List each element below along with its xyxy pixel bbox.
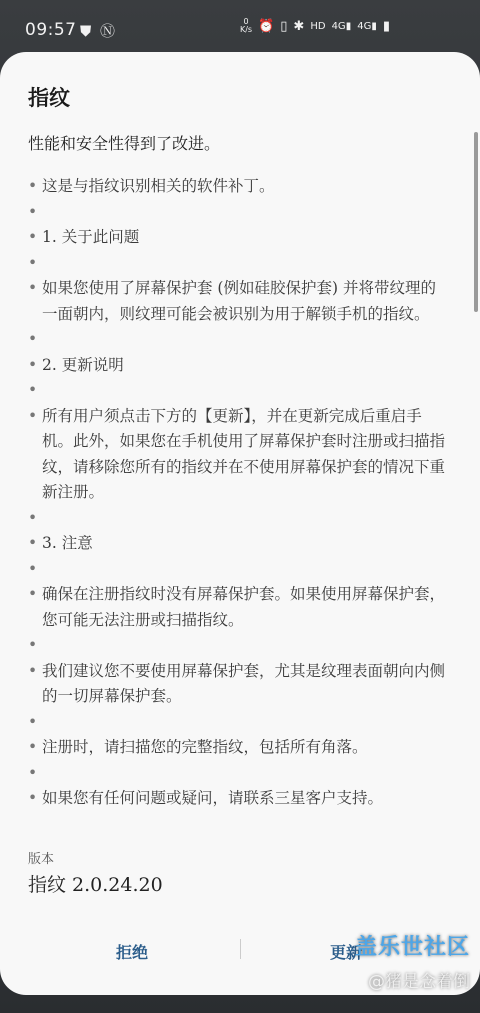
version-value: 指纹 2.0.24.20	[28, 874, 163, 896]
list-item: • 如果您使用了屏幕保护套 (例如硅胶保护套) 并将带纹理的一面朝内，则纹理可能会被识别为用于解锁手机的指纹。	[28, 276, 448, 327]
list-item	[28, 378, 448, 404]
update-dialog	[0, 52, 480, 995]
watermark-brand: 盖乐世社区	[354, 935, 470, 960]
nfc-icon: Ⓝ	[100, 22, 116, 40]
bluetooth-icon: ✱	[293, 18, 305, 34]
list-item	[28, 506, 448, 532]
scrollbar[interactable]	[474, 132, 478, 312]
list-item	[28, 251, 448, 277]
version-label: 版本	[28, 852, 55, 867]
shield-icon: ⛊	[80, 22, 92, 40]
intro-text: 性能和安全性得到了改进。	[28, 134, 221, 153]
list-item: • 这是与指纹识别相关的软件补丁。	[28, 174, 448, 200]
update-button[interactable]: 更新	[330, 943, 363, 962]
status-bar	[0, 0, 480, 52]
dialog-content	[28, 132, 448, 812]
hd-icon: HD	[310, 20, 326, 32]
list-item: • 注册时，请扫描您的完整指纹，包括所有角落。	[28, 735, 448, 761]
net-speed: 0 K/s	[239, 17, 253, 34]
list-item: • 确保在注册指纹时没有屏幕保护套。如果使用屏幕保护套，您可能无法注册或扫描指纹。	[28, 582, 448, 633]
list-item	[28, 557, 448, 583]
list-item: • 2. 更新说明	[28, 353, 448, 379]
reject-button[interactable]: 拒绝	[116, 943, 149, 962]
list-item: • 所有用户须点击下方的【更新】，并在更新完成后重启手机。此外，如果您在手机使用了屏幕保护套时注册或扫描指纹，请移除您所有的指纹并在不使用屏幕保护套的情况下重新注册。	[28, 404, 448, 506]
battery-icon: ▮	[382, 18, 390, 34]
list-item	[28, 327, 448, 353]
list-item: • 1. 关于此问题	[28, 225, 448, 251]
release-notes-list	[28, 174, 448, 812]
list-item: • 我们建议您不要使用屏幕保护套，尤其是纹理表面朝向内侧的一切屏幕保护套。	[28, 659, 448, 710]
button-divider	[240, 939, 241, 959]
list-item: • 3. 注意	[28, 531, 448, 557]
dialog-title: 指纹	[28, 86, 70, 110]
watermark-author: @猪是念着倒	[368, 972, 470, 992]
vibrate-icon: ▯	[280, 18, 288, 34]
4g-signal-icon: 4G▮	[357, 20, 377, 32]
list-item	[28, 761, 448, 787]
4g-signal-icon: 4G▮	[331, 20, 352, 32]
alarm-icon: ⏰	[258, 18, 275, 34]
status-time: 09:57	[25, 20, 77, 40]
list-item	[28, 710, 448, 736]
watermark	[355, 930, 470, 992]
list-item	[28, 633, 448, 659]
list-item: • 如果您有任何问题或疑问，请联系三星客户支持。	[28, 786, 448, 812]
list-item	[28, 200, 448, 226]
